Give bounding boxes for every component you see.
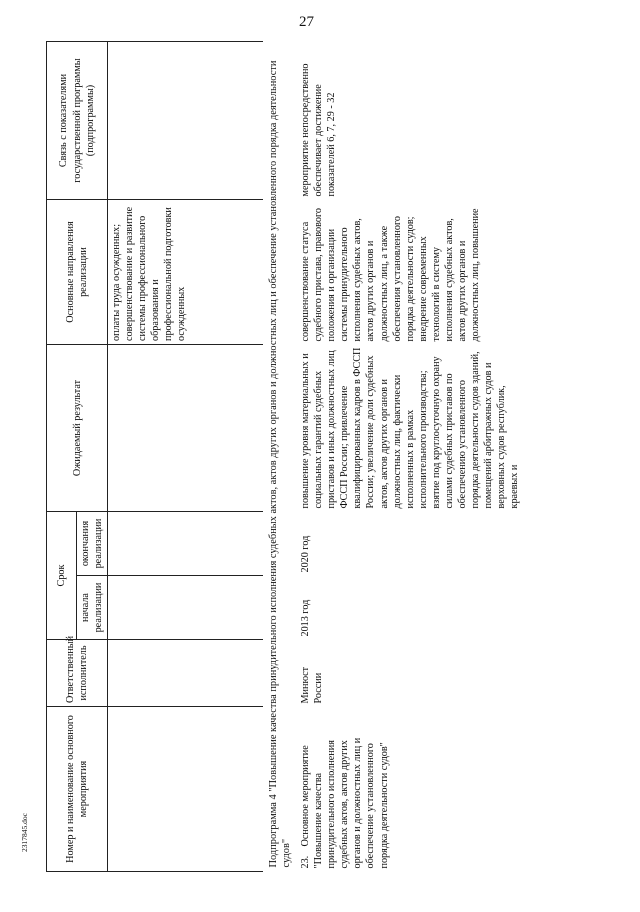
document-code: 2317845.doc xyxy=(20,813,29,852)
activity-cell xyxy=(297,707,523,872)
row-number: 23. xyxy=(300,855,312,869)
header-end: окончания реализации xyxy=(77,512,108,576)
header-activity: Номер и наименование основного мероприятия xyxy=(47,707,108,872)
directions-cell: совершенствование статуса судебного пристава, правового положения и организации системы принудительного исполнения судебных актов, актов других органов и должностных лиц, а также обеспечения установленного порядка деятельности судов; внедрение современных технологий в систему исполнения судебных актов, актов других органов и должностных лиц, повышение xyxy=(300,207,481,342)
start-cell: 2013 год xyxy=(300,599,312,637)
activities-table xyxy=(46,41,523,872)
header-start: начала реализации xyxy=(77,576,108,640)
continued-row xyxy=(108,42,263,872)
end-cell: 2020 год xyxy=(300,535,312,573)
rotated-sheet xyxy=(46,42,606,872)
table-row xyxy=(297,42,523,872)
header-directions: Основные направления реализации xyxy=(47,200,108,345)
header-term: Срок xyxy=(47,512,77,640)
result-cell: повышение уровня материальных и социальных гарантий судебных приставов и иных должностных лиц ФССП России; привлечение квалифицированных кадров в ФССП России; увеличение доли судебных актов, актов других органов и должностных лиц, фактически исполненных в рамках исполнительного производства; взятие под круглосуточную охрану силами судебных приставов по обеспечению установленного порядка деятельности судов зданий, помещений арбитражных судов и верховных судов республик, краевых и xyxy=(300,347,520,509)
header-executor: Ответственный исполнитель xyxy=(47,640,108,707)
continued-directions: оплаты труда осужденных; совершенствование и развитие системы профессионального образования и профессиональной подготовки осужденных xyxy=(108,200,263,345)
header-indicators: Связь с показателями государственной программы (подпрограммы) xyxy=(47,42,108,200)
header-result: Ожидаемый результат xyxy=(47,345,108,512)
activity-name: Основное мероприятие "Повышение качества принудительного исполнения судебных актов, актов других органов и должностных лиц и обеспечение установленного порядка деятельности судов" xyxy=(300,737,390,869)
subprogram-row xyxy=(263,42,298,872)
subprogram-title: Подпрограмма 4 "Повышение качества принудительного исполнения судебных актов, актов других органов и должностных лиц и обеспечение установленного порядка деятельности судов" xyxy=(267,60,292,868)
indicators-cell: мероприятие непосредственно обеспечивает достижение показателей 6, 7, 29 - 32 xyxy=(300,63,338,197)
executor-cell: Минюст России xyxy=(300,666,325,704)
page-number: 27 xyxy=(299,14,314,30)
